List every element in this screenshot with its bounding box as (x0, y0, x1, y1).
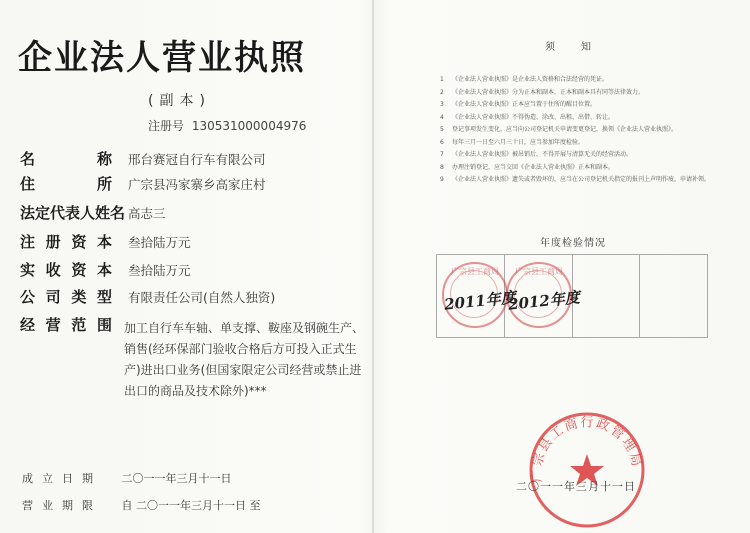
registration-number-value: 130531000004976 (191, 119, 307, 133)
official-seal (520, 408, 654, 530)
inspection-title: 年度检验情况 (540, 238, 606, 249)
notice-item: 8 办理注销登记，应当交回《企业法人营业执照》正本和副本。 (440, 163, 615, 171)
established-date-label: 成立日期 (22, 472, 102, 485)
registration-number (148, 117, 306, 134)
field-label: 经 营 范 围 (20, 316, 112, 334)
business-term-label: 营业期限 (22, 499, 102, 512)
field-row (20, 259, 370, 283)
field-value: 邢台赛冠自行车有限公司 (128, 152, 266, 167)
field-row (20, 231, 370, 255)
established-date-value: 二〇一一年三月十一日 (121, 472, 232, 485)
business-scope: 加工自行车车轴、单支撑、鞍座及钢碗生产、销售(经环保部门验收合格后方可投入正式生产)进出口业务(但国家限定公司经营或禁止进出口的商品及技术除外)*** (124, 321, 365, 398)
field-row (20, 202, 370, 226)
issue-date: 二〇一一年三月十一日 (516, 480, 636, 493)
notice-item: 2 《企业法人营业执照》分为正本和副本，正本和副本具有同等法律效力。 (440, 88, 645, 96)
notice-item: 9 《企业法人营业执照》遗失或者毁坏的，应当在公司登记机关指定的报刊上声明作废，申请补领。 (440, 176, 711, 183)
notice-item: 5 登记事项发生变化，应当向公司登记机关申请变更登记，换领《企业法人营业执照》。 (440, 126, 678, 133)
notice-item: 3 《企业法人营业执照》正本应当置于住所的醒目位置。 (440, 101, 597, 108)
field-row (20, 173, 370, 197)
inspection-signature: 2011年度 (443, 288, 517, 314)
inspection-signature: 2012年度 (507, 288, 581, 314)
field-label: 住 所 (20, 175, 112, 193)
copy-label: (副本) (148, 93, 211, 109)
notice-item: 4 《企业法人营业执照》不得伪造、涂改、出租、出借、转让。 (440, 113, 615, 121)
field-label: 实 收 资 本 (20, 261, 112, 279)
field-value: 高志三 (128, 206, 166, 221)
field-row (20, 286, 370, 310)
business-term-value: 自 二〇一一年三月十一日 至 (121, 499, 261, 512)
page-fold (372, 0, 374, 533)
established-date-row (22, 470, 232, 486)
field-label: 名 称 (20, 150, 112, 168)
notice-list (440, 74, 720, 187)
inspection-cell (573, 255, 641, 337)
document-title: 企业法人营业执照 (18, 38, 306, 78)
field-value: 有限责任公司(自然人独资) (128, 290, 276, 305)
field-value: 广宗县冯家寨乡高家庄村 (128, 177, 266, 192)
notice-item: 1 《企业法人营业执照》是企业法人资格和合法经营的凭证。 (440, 76, 609, 83)
inspection-stamp: 广宗县工商局 (442, 262, 508, 328)
field-value: 叁拾陆万元 (128, 235, 191, 250)
notice-title: 须知 (545, 42, 617, 53)
field-row (20, 148, 370, 172)
field-label: 公 司 类 型 (20, 288, 112, 306)
field-label: 法定代表人姓名 (20, 204, 126, 222)
registration-number-label: 注册号 (148, 119, 185, 133)
business-term-row (22, 497, 261, 513)
field-label: 注 册 资 本 (20, 233, 112, 251)
seal-text: 广宗县工商行政管理局 (529, 415, 645, 483)
field-value: 叁拾陆万元 (128, 263, 191, 278)
inspection-cell (640, 255, 707, 337)
inspection-stamp: 广宗县工商局 (506, 262, 572, 328)
notice-item: 6 每年三月一日至六月三十日，应当参加年度检验。 (440, 138, 585, 146)
notice-item: 7 《企业法人营业执照》被吊销后，不得开展与清算无关的经营活动。 (440, 151, 633, 158)
